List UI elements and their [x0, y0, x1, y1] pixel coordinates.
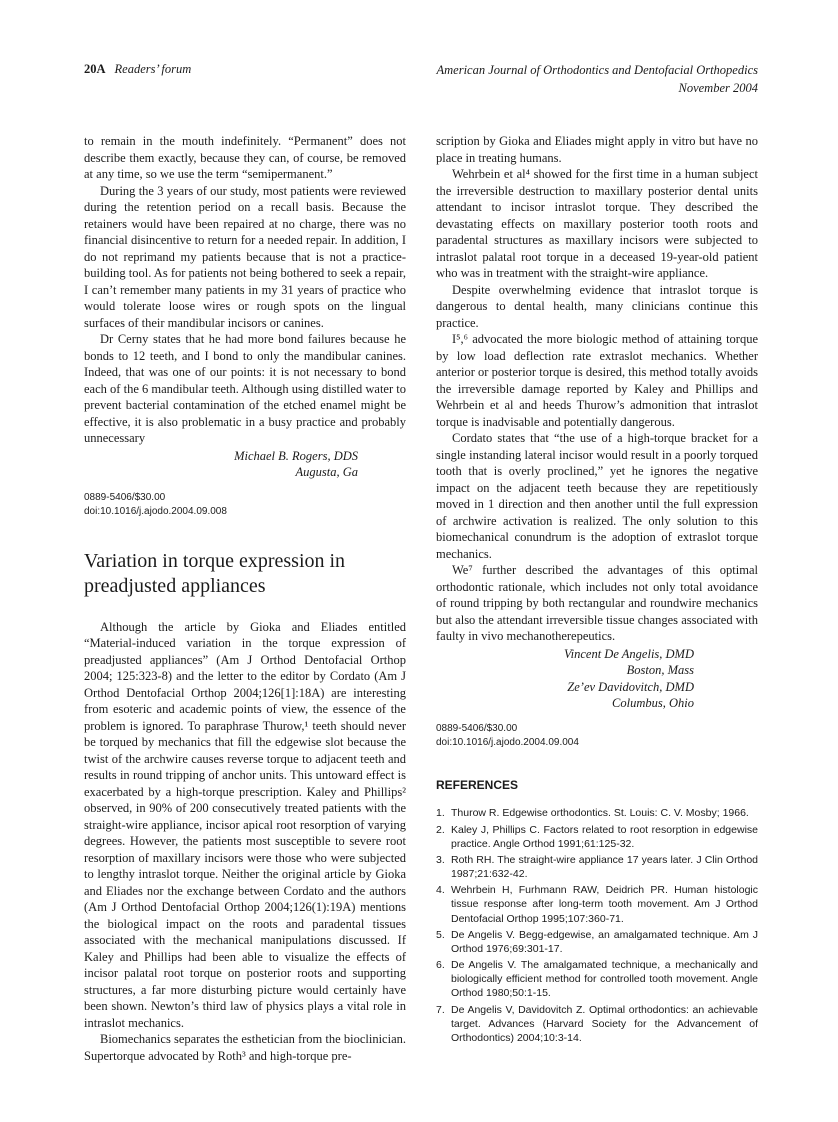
- reference-item: [436, 823, 758, 851]
- reference-number: 7.: [436, 1003, 445, 1016]
- reference-text: Wehrbein H, Furhmann RAW, Deidrich PR. Human histologic tissue response after long-term tooth movement. Am J Orthod Dentofacial Orthop 1995;107:360-71.: [451, 884, 758, 925]
- body-paragraph: Cordato states that “the use of a high-torque bracket for a single instanding lateral incisor would result in a poorly torqued tooth that is overly proclined,” yet he ignores the negative impact on the adjacent teeth because they are repetitiously moved in 1 direction and then another until the full expression of archwire activation is realized. The only solution to this biomechanical conundrum is the adoption of extraslot torque mechanics.: [436, 431, 758, 561]
- reference-item: [436, 853, 758, 881]
- page-content: [84, 62, 758, 1064]
- reference-text: De Angelis V. The amalgamated technique, a mechanically and biologically efficient method for controlled tooth movement. Angle Orthod 1980;50:1-15.: [451, 959, 758, 1000]
- reference-text: Roth RH. The straight-wire appliance 17 years later. J Clin Orthod 1987;21:632-42.: [451, 853, 758, 881]
- article-title: Variation in torque expression in preadjusted appliances: [84, 549, 346, 597]
- doi-line: doi:10.1016/j.ajodo.2004.09.004: [436, 736, 579, 748]
- signature-location: Augusta, Ga: [295, 465, 358, 479]
- signature-author: Ze’ev Davidovitch, DMD: [567, 679, 694, 694]
- reference-number: 5.: [436, 928, 445, 941]
- signature-location: Columbus, Ohio: [612, 696, 694, 710]
- reference-item: [436, 806, 758, 820]
- body-paragraph: Despite overwhelming evidence that intraslot torque is dangerous to dental health, many clinicians continue this practice.: [436, 282, 758, 330]
- reference-item: [436, 928, 758, 956]
- reference-item: [436, 883, 758, 926]
- body-paragraph: to remain in the mouth indefinitely. “Permanent” does not describe them exactly, because they can, of course, be removed at any time, so we use the term “semipermanent.”: [84, 134, 406, 181]
- article-footnote: [436, 722, 758, 750]
- reference-number: 3.: [436, 853, 445, 866]
- reference-text: Thurow R. Edgewise orthodontics. St. Louis: C. V. Mosby; 1966.: [451, 807, 749, 820]
- running-header-left: [84, 62, 191, 77]
- body-paragraph: Although the article by Gioka and Eliades entitled “Material-induced variation in the torque expression of preadjusted appliances” (Am J Orthod Dentofacial Orthop 2004; 125:323-8) and the letter to the editor by Cordato (Am J Orthod Dentofacial Orthop 2004;126[1]:18A) are interesting from esoteric and academic points of view, the essence of the problem is ignored. To paraphrase Thurow,¹ teeth should never be torqued by mechanics that fill the edgewise slot because the twist of the archwire causes reverse torque to adjacent teeth and results in round tripping of anchor units. This untoward effect is exacerbated by a high-torque prescription. Kaley and Phillips² observed, in 90% of 200 consecutively treated patients with the straight-wire appliance, incisor apical root resorption of varying degrees. However, the patients most susceptible to severe root resorption of maxillary incisors were those who were subjected to lengthy intraslot torque. Neither the original article by Gioka and Eliades nor the exchange between Cordato and the authors (Am J Orthod Dentofacial Orthop 2004;126(1):19A) mentions the biological impact on the roots and paradental tissues associated with the mechanical manipulations discussed. If Kaley and Phillips had been able to visualize the effects of incisor palatal root torque on posterior roots and supporting structures, a far more disturbing picture would certainly have been shown. Newton’s third law of physics plays a vital role in intraslot mechanics.: [84, 619, 406, 1030]
- reference-number: 4.: [436, 884, 445, 897]
- references-heading: REFERENCES: [436, 777, 519, 792]
- reference-item: [436, 958, 758, 1001]
- left-column: [84, 133, 406, 1064]
- references-list: [436, 806, 758, 1045]
- right-column: [436, 133, 758, 1064]
- body-paragraph: We⁷ further described the advantages of this optimal orthodontic rationale, which includes not only total avoidance of round tripping by both rectangular and roundwire mechanics but also the attendant irreversible tissue changes associated with faulty in vivo mechanotherepeutics.: [436, 563, 758, 643]
- body-paragraph: scription by Gioka and Eliades might apply in vitro but have no place in treating humans.: [436, 134, 758, 165]
- running-header: [84, 62, 758, 97]
- body-paragraph: Wehrbein et al⁴ showed for the first time in a human subject the irreversible destruction to maxillary posterior dental units attendant to incisor intraslot torque. They described the devastating effects on maxillary posterior tooth roots and paradental structures as maxillary incisors were subjected to intraslot palatal root torque in a deceased 19-year-old patient who was in treatment with the straight-wire appliance.: [436, 167, 758, 280]
- signature-location: Boston, Mass: [626, 663, 694, 677]
- section-title: Readers’ forum: [114, 62, 192, 76]
- signature-author: Michael B. Rogers, DDS: [234, 448, 358, 463]
- reference-text: De Angelis V, Davidovitch Z. Optimal orthodontics: an achievable target. Advances (Harvard Society for the Advancement of Orthodontics) 2004;10:3-14.: [451, 1003, 758, 1044]
- reference-text: De Angelis V. Begg-edgewise, an amalgamated technique. Am J Orthod 1976;69:301-17.: [451, 928, 758, 955]
- reference-number: 2.: [436, 823, 445, 836]
- body-paragraph: Biomechanics separates the esthetician from the bioclinician. Supertorque advocated by Roth³ and high-torque pre-: [84, 1032, 406, 1063]
- reference-number: 6.: [436, 959, 445, 972]
- doi-line: doi:10.1016/j.ajodo.2004.09.008: [84, 505, 227, 517]
- reference-item: [436, 1003, 758, 1046]
- body-paragraph: I⁵,⁶ advocated the more biologic method of attaining torque by low load deflection rate extraslot mechanics. Whether anterior or posterior torque is desired, this method totally avoids the irreversible damage reported by Kaley and Phillips and Wehrbein et al and heeds Thurow’s admonition that intraslot torque is inadvisable and potentially dangerous.: [436, 332, 758, 429]
- copyright-line: 0889-5406/$30.00: [84, 491, 166, 503]
- copyright-line: 0889-5406/$30.00: [436, 722, 518, 734]
- body-paragraph: Dr Cerny states that he had more bond failures because he bonds to 12 teeth, and I bond to only the mandibular canines. Indeed, that was one of our points: it is not necessary to bond each of the 6 mandibular teeth. Although using distilled water to prevent bacterial contamination of the etched enamel might be effective, it is also problematic in a busy practice and probably unnecessary: [84, 332, 406, 445]
- two-column-body: [84, 133, 758, 1064]
- signature-author: Vincent De Angelis, DMD: [563, 646, 694, 661]
- journal-title: American Journal of Orthodontics and Dentofacial Orthopedics: [436, 63, 758, 77]
- page-number: 20A: [84, 62, 106, 76]
- body-paragraph: During the 3 years of our study, most patients were reviewed during the retention period on a recall basis. Because the retainers would have been repaired at no charge, there was no financial disincentive to return for a needed repair. In addition, I do not reprimand my patients because that is not a practice-building tool. As for patients not being bothered to seek a repair, I can’t remember many patients in my 31 years of practice who would tolerate loose wires or rough spots on the lingual surfaces of their mandibular incisors or canines.: [84, 183, 406, 330]
- author-signature: [436, 646, 758, 712]
- issue-date: November 2004: [678, 80, 758, 95]
- reference-number: 1.: [436, 807, 445, 820]
- running-header-right: [437, 62, 759, 97]
- author-signature: [84, 448, 406, 481]
- reference-text: Kaley J, Phillips C. Factors related to root resorption in edgewise practice. Angle Orthod 1991;61:125-32.: [451, 823, 758, 850]
- article-footnote: [84, 491, 406, 519]
